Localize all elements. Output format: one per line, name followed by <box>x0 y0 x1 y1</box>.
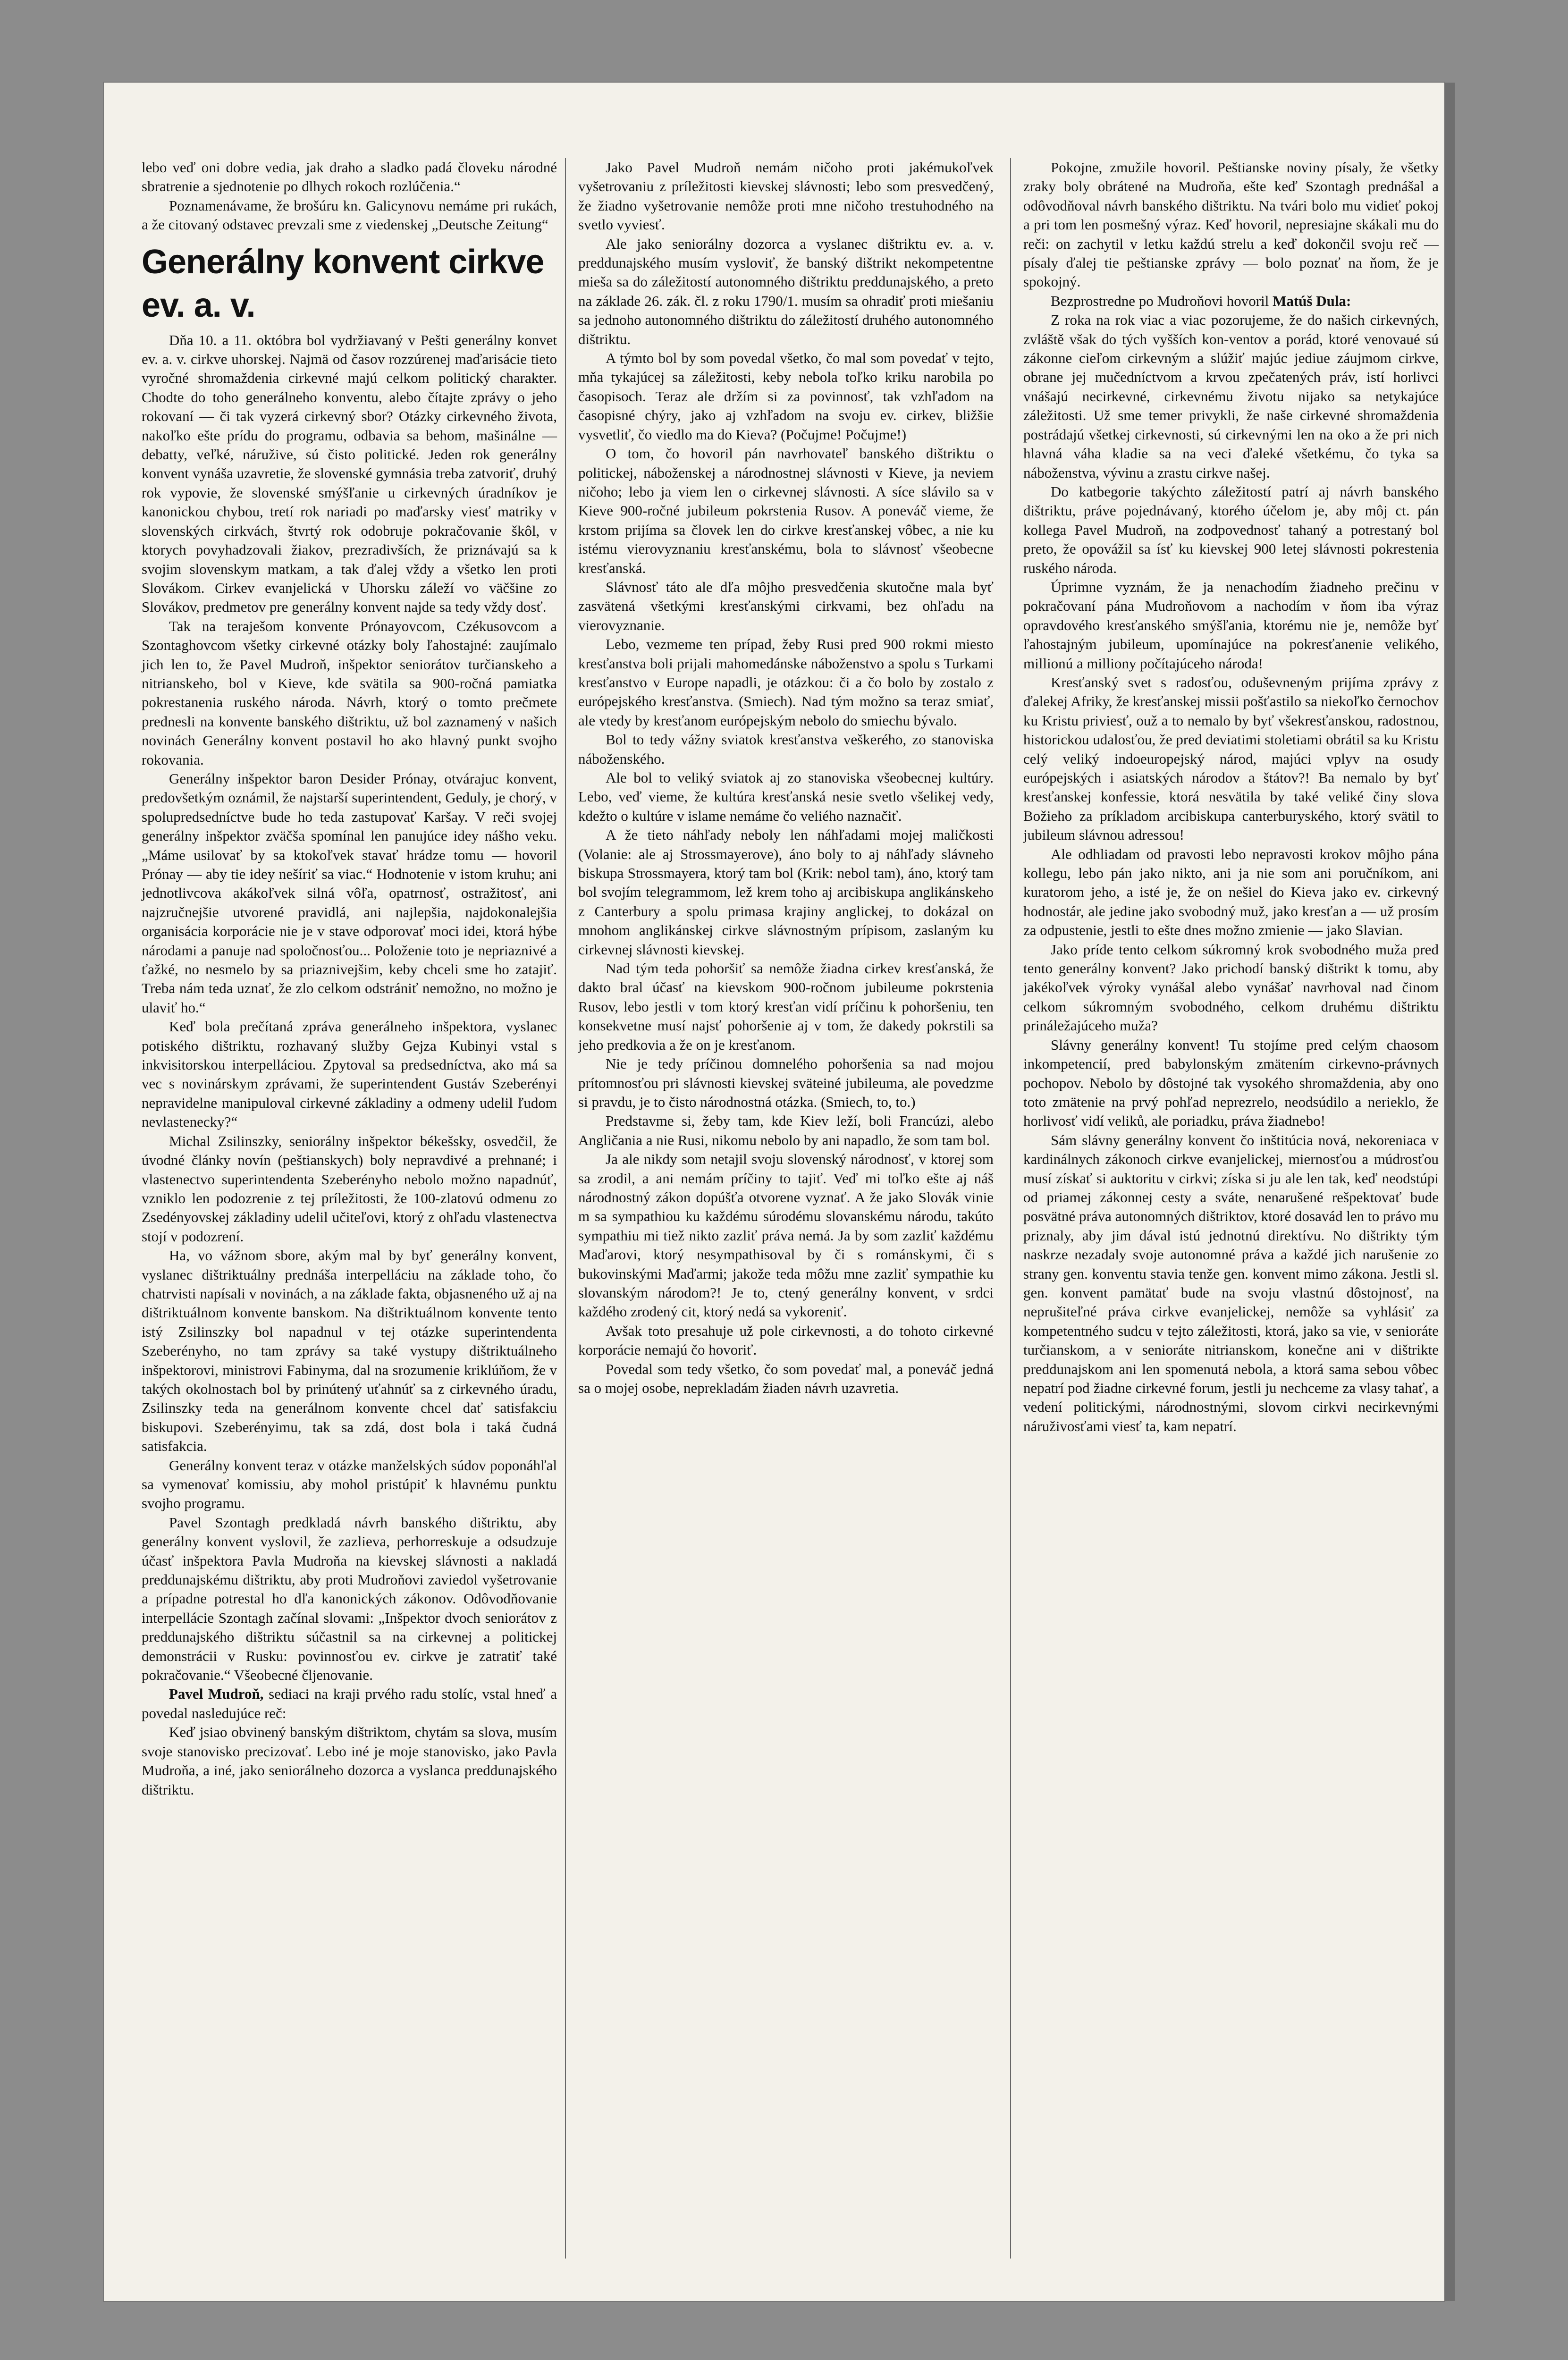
paragraph: A týmto bol by som povedal všetko, čo mal som povedať v tejto, mňa tykajúcej sa záležitosti, keby nebola toľko kriku narobila po časopisoch. Teraz ale držím si za povinnosť, tak vzhľadom na časopisné chýry, jako aj vzhľadom na svoju ev. cirkev, bližšie vysvetliť, čo viedlo ma do Kieva? (Počujme! Počujme!) <box>578 350 994 443</box>
paragraph: Keď bola prečítaná zpráva generálneho inšpektora, vyslanec potiského dištriktu, rozhavaný služby Gejza Kubinyi vstal s inkvisitorskou interpelláciou. Zpytoval sa predsedníctva, ako má sa vec s novinárskym zprávami, že superintendent Gustáv Szeberényi nepravidelne manipuloval cirkevné základiny a odmeny udelil ľudom nevlastenecky?“ <box>142 1018 557 1130</box>
paragraph: Lebo, vezmeme ten prípad, žeby Rusi pred 900 rokmi miesto kresťanstva boli prijali mahomedánske náboženstvo a spolu s Turkami kresťanstvo v Europe napadli, je otázkou: či a čo bolo by zostalo z európejského kresťanstva. (Smiech). Nad tým možno sa teraz smiať, ale vtedy by kresťanom európejským nebolo do smiechu bývalo. <box>578 636 994 729</box>
paragraph: Predstavme si, žeby tam, kde Kiev leží, boli Francúzi, alebo Angličania a nie Rusi, nikomu nebolo by ani napadlo, že som tam bol. <box>578 1113 994 1148</box>
paragraph: Poznamenávame, že brošúru kn. Galicynovu nemáme pri rukách, a že citovaný odstavec prevzali sme z viedenskej „Deutsche Zeitung“ <box>142 197 557 233</box>
paragraph: Pokojne, zmužile hovoril. Peštianske noviny písaly, že všetky zraky boly obrátené na Mudroňa, ešte keď Szontagh prednášal a odôvodňoval návrh banského dištriktu. Na tvári bolo mu vidieť pokoj a pri tom len posmešný výraz. Keď hovoril, nepresiajne skákali mu do reči: on zachytil v letku každú strelu a keď dokončil svoju reč — písaly ďalej tie peštianske zprávy — bolo poznať na ňom, že je spokojný. <box>1023 159 1439 290</box>
paragraph: Ha, vo vážnom sbore, akým mal by byť generálny konvent, vyslanec dištriktuálny prednáša interpelláciu na základe toho, čo chatrvisti napísali v novinách, a na základe fakta, objasneného už aj na dištriktuálnom konvente banskom. Na dištriktuálnom konvente tento istý Zsilinszky bol napadnul v tej otázke superintendenta Szeberényho, no tam zprávy sa také vystupy dištriktuálneho inšpektorovi, ministrovi Fabinyma, dal na srozumenie kriklúňom, že v takých okolnostach bol by prinútený uťahnúť sa z cirkevného úradu, Zsilinszky teda na generálnom konvente chcel dať satisfakciu biskupovi. Szeberényimu, tak sa zdá, dost bola i taká čudná satisfakcia. <box>142 1247 557 1455</box>
paragraph: Sám slávny generálny konvent čo inštitúcia nová, nekoreniaca v kardinálnych zákonoch cirkve evanjelickej, miernosťou a múdrosťou musí získať si auktoritu v cirkvi; získa si ju ale len tak, keď neodstúpi od priamej zákonnej cesty a sváte, nenarušené rešpektovať bude posvätné práva autonomných dištriktov, ktoré dosavád len to právo mu priznaly, aby jim dával istú jednotnú direktívu. No dištrikty tým naskrze nezadaly svoje autonomné práva a každé jich narušenie zo strany gen. konventu stavia tenže gen. konvent mimo zákona. Jestli sl. gen. konvent pamätať bude na svoju vlastnú dôstojnosť, na neprušiteľné práva cirkve evanjelickej, nemôže sa vyhlásiť za kompetentného sudcu v tejto záležitosti, ktorá, jako sa vie, v senioráte turčianskom, a v senioráte nitrianskom, konečne ani v dištrikte preddunajskom ani len spomenutá nebola, a ktorá sama sebou vôbec nepatrí pod žiadne cirkevné forum, jestli ju nechceme za vlasy tahať, a vedení politickými, národnostnými, slovom cirkvi necirkevnými náruživosťami viesť ta, kam nepatrí. <box>1023 1131 1439 1434</box>
column-3 <box>1023 158 1439 1436</box>
speaker-name: Matúš Dula: <box>1273 292 1351 309</box>
paragraph: Kresťanský svet s radosťou, oduševneným prijíma zprávy z ďalekej Afriky, že kresťanskej missii pošťastilo sa niekoľko černochov ku Kristu priviesť, ouž a to nemalo by byť všekresťanskou, radostnou, historickou udalosťou, že pred deviatimi stoletiami obrátil sa ku Kristu celý veliký indoeuropejský národ, majúci vplyv na osudy európejských i asiatských národov a štátov?! Ba nemalo by byť kresťanskej konfessie, ktorá nesvätila by také veliké činy slova Božieho za príkladom arcibiskupa canterburyského, ktorý svätil to jubileum slávnou adressou! <box>1023 674 1439 843</box>
paragraph-text: Bezprostredne po Mudroňovi hovoril <box>1051 292 1269 309</box>
column-rule-2 <box>1010 158 1011 2259</box>
paragraph: Michal Zsilinszky, seniorálny inšpektor békešsky, osvedčil, že úvodné články novín (peštianskych) boly nepravdivé a prehnané; i vlastenectvo superintendenta Szeberényho nebolo možno napadnúť, vzniklo len podozrenie z tej príležitosti, že 100-zlatovú odmenu zo Zsedényovskej základiny udelil učiteľovi, ktorý z ohľadu vlastenectva stojí v podozrení. <box>142 1132 557 1245</box>
paragraph: Bol to tedy vážny sviatok kresťanstva veškerého, zo stanoviska náboženského. <box>578 731 994 767</box>
paragraph: Dňa 10. a 11. októbra bol vydržiavaný v Pešti generálny konvet ev. a. v. cirkve uhorskej. Najmä od časov rozzúrenej maďarisácie tieto vyročné shromaždenia cirkevné majú celkom politický charakter. Chodte do toho generálneho konventu, alebo čítajte zprávy o jeho rokovaní — či tak vyzerá cirkevný sbor? Otázky cirkevného života, nakoľko ešte prídu do programu, odbavia sa behom, mašinálne — debatty, veľké, náružive, sú čisto politické. Jeden rok generálny konvent vynáša uzavretie, že slovenské gymnásia treba zatvoriť, druhý rok vypovie, že slovenské smýšľanie u cirkevných úradníkov je kanonickou chybou, tretí rok nariadi po maďarsky viesť matriky v slovenských cirkvách, štvrtý rok odobruje pokračovanie škôl, v ktorych povyhadzovali žiakov, prezradivších, že priznávajú sa k svojim slovenskym matkam, a tak ďalej vždy a všetko len proti Slovákom. Cirkev evanjelická v Uhorsku záleží vo väčšine zo Slovákov, predmetov pre generálny konvent najde sa tedy vždy dosť. <box>142 331 557 615</box>
paragraph: lebo veď oni dobre vedia, jak draho a sladko padá človeku národné sbratrenie a sjednotenie po dlhych rokoch rozlúčenia.“ <box>142 159 557 195</box>
paragraph: Nie je tedy príčinou domnelého pohoršenia sa nad mojou prítomnosťou pri slávnosti kievskej sväteiné jubileuma, ale povedzme si pravdu, je to čisto národnostná otázka. (Smiech, to, to.) <box>578 1055 994 1110</box>
page-edge-shadow <box>1444 83 1455 2301</box>
paragraph: Ale odhliadam od pravosti lebo nepravosti krokov môjho pána kollegu, lebo pán jako nikto, ani ja nie som ani poručníkom, ani kuratorom jeho, a isté je, že on nešiel do Kieva jako ev. cirkevný hodnostár, ale jedine jako svobodný muž, jako kresťan a — už prosím za odpustenie, jestli to ešte dnes možno zmienie — jako Slavian. <box>1023 845 1439 939</box>
column-1 <box>142 158 557 1799</box>
paragraph: Jako Pavel Mudroň nemám ničoho proti jakémukoľvek vyšetrovaniu z príležitosti kievskej slávnosti; lebo som presvedčený, že žiadno vyšetrovanie nemôže proti mne ničoho trestuhodného na svetlo vyviesť. <box>578 159 994 233</box>
paragraph: Nad tým teda pohoršiť sa nemôže žiadna cirkev kresťanská, že dakto bral účasť na kievskom 900-ročnom jubileume pokrstenia Rusov, lebo jestli v tom ktorý kresťan vidí príčinu k pohoršeniu, ten konsekvetne musí najsť pohoršenie aj v tom, že dakedy pokrstili sa jeho predkovia a že on je kresťanom. <box>578 960 994 1053</box>
paragraph <box>1023 292 1439 311</box>
paragraph <box>142 1685 557 1723</box>
paragraph: Do katbegorie takýchto záležitostí patrí aj návrh banského dištriktu, práve pojednávaný, ktorého účelom je, aby môj ct. pán kollega Pavel Mudroň, na zodpovednosť tahaný a potrestaný bol preto, že opovážil sa ísť ku kievskej 900 letej slávnosti pokrestenia ruského národa. <box>1023 483 1439 576</box>
column-2 <box>578 158 994 1398</box>
newspaper-page <box>104 83 1444 2301</box>
paragraph: Úprimne vyznám, že ja nenachodím žiadneho prečinu v pokračovaní pána Mudroňovom a nachodím v ňom iba výraz opravdového kresťanského smýšľania, ktorému nie je, nemôže byť ľahostajným jubileum, upomínajúce na pokresťanenie velikého, millionú a milliony počítajúceho národa! <box>1023 578 1439 672</box>
speaker-name: Pavel Mudroň, <box>169 1686 264 1703</box>
column-rule-1 <box>565 158 566 2259</box>
article-heading: Generálny konvent cirkve ev. a. v. <box>142 243 544 324</box>
paragraph: A že tieto náhľady neboly len náhľadami mojej maličkosti (Volanie: ale aj Strossmayerove), áno boly to aj náhľady slávneho biskupa Strossmayera, ktorý tam bol (Krik: nebol tam), áno, ktorý tam bol svojím telegrammom, lež krem toho aj arcibiskupa anglikánskeho z Canterbury a spolu primasa krajiny anglickej, to dokázal on mnohom anglikánskej cirkve slávnostným prípisom, zaslaným ku cirkevnej slávnosti kievskej. <box>578 826 994 958</box>
paragraph: Generálny inšpektor baron Desider Prónay, otvárajuc konvent, predovšetkým oznámil, že najstarší superintendent, Geduly, je chorý, v spolupredsedníctve bude ho teda zastupovať Karšay. V reči svojej generálny inšpektor zväčša spomínal len panujúce idey nášho veku. „Máme usilovať by sa ktokoľvek stavať hrádze tomu — hovoril Prónay — aby tie idey nešíriť sa viac.“ Hodnotenie v istom kruhu; ani jednotlivcova akákoľvek silná vôľa, opatrnosť, ostražitosť, ani najzručnejšie utvorené pravidlá, ani najlepšia, najdokonalejšia organisácia korporácie nie je v stave odporovať moci idei, ktorá hýbe národami a panuje nad spoločnosťou... Položenie toto je nepriaznivé a ťažké, no nesmelo by sa priaznivejšim, keby chceli sme ho zatajiť. Treba nám teda uznať, že zlo celkom odstrániť nemožno, no možno je ulaviť ho.“ <box>142 770 557 1016</box>
paragraph: Avšak toto presahuje už pole cirkevnosti, a do tohoto cirkevné korporácie nemajú čo hovoriť. <box>578 1322 994 1358</box>
paragraph: Pavel Szontagh predkladá návrh banského dištriktu, aby generálny konvent vyslovil, že zazlieva, perhorreskuje a odsudzuje účasť inšpektora Pavla Mudroňa na kievskej slávnosti a nakladá preddunajskému dištriktu, aby proti Mudroňovi zaviedol vyšetrovanie a prípadne potrestal ho dľa kanonických zákonov. Odôvodňovanie interpellácie Szontagh začínal slovami: „Inšpektor dvoch seniorátov z preddunajského dištriktu súčastnil sa na cirkevnej a politickej demonstrácii v Rusku: povinnosťou ev. cirkve je zatratiť také pokračovanie.“ Všeobecné čljenovanie. <box>142 1514 557 1684</box>
paragraph: Jako príde tento celkom súkromný krok svobodného muža pred tento generálny konvent? Jako prichodí banský dištrikt k tomu, aby jakékoľvek výroky vynášal alebo vynášať navrhoval nad činom celkom súkromným svobodného, celkom druhému dištriktu prináležajúceho muža? <box>1023 941 1439 1034</box>
paragraph: Keď jsiao obvinený banským dištriktom, chytám sa slova, musím svoje stanovisko precizovať. Lebo iné je moje stanovisko, jako Pavla Mudroňa, a iné, jako seniorálneho dozorca a vyslanca preddunajského dištriktu. <box>142 1724 557 1798</box>
paragraph: Ale jako seniorálny dozorca a vyslanec dištriktu ev. a. v. preddunajského musím vysloviť, že banský dištrikt nekompetentne mieša sa do záležitostí autonomného dištriktu preddunajského, a preto na základe 26. zák. čl. z roku 1790/1. musím sa ohradiť proti miešaniu sa jednoho autonomného dištriktu do záležitostí druhého autonomného dištriktu. <box>578 235 994 347</box>
paragraph: Povedal som tedy všetko, čo som povedať mal, a poneváč jedná sa o mojej osobe, neprekladám žiaden návrh uzavretia. <box>578 1360 994 1396</box>
paragraph-text: sediaci na kraji prvého radu stolíc, vstal hneď a povedal nasledujúce reč: <box>142 1686 557 1721</box>
paragraph: Ja ale nikdy som netajil svoju slovenský národnosť, v ktorej som sa zrodil, a ani nemám príčiny to tajiť. Veď mi toľko ešte aj náš národnostný zákon dopúšťa otvorene vyznať. A že jako Slovák vinie m sa sympathiou ku každému súrodému slovanskému národu, takúto sympathiu mi tiež nikto zazliť práva nemá. Ja by som zazliť každému Maďarovi, ktorý nesympathisoval by či s románskymi, či s bukovinskými Maďarmi; jakože teda môžu mne zazliť sympathie ku slovanským národom?! Je to, ctený generálny konvent, v srdci každého zrodený cit, ktorý nedá sa vykoreniť. <box>578 1151 994 1320</box>
paragraph: Generálny konvent teraz v otázke manželských súdov poponáhľal sa vymenovať komissiu, aby mohol pristúpiť k hlavnému punktu svojho programu. <box>142 1457 557 1512</box>
paragraph: Z roka na rok viac a viac pozorujeme, že do našich cirkevných, zvláště však do tých vyšších kon-ventov a porád, ktoré venovaué sú zákonne cieľom cirkevným a slúžiť majúc jediue záujmom cirkve, obrane jej mučedníctvom a krvou zpečatených práv, istí horlivci vnášajú necirkevné, cirkevnému životu nijako sa netykajúce záležitosti. Už sme temer privykli, že naše cirkevné shromaždenia postrádajú všetkej cirkevnosti, sú cirkevnými len na oko a že pri nich hlavná váha kladie sa na veci ďaleké všetkému, čo tyka sa náboženstva, vývinu a zrastu cirkve našej. <box>1023 312 1439 481</box>
paragraph: Slávny generálny konvent! Tu stojíme pred celým chaosom inkompetencií, pred babylonským zmätením cirkevno-právnych pochopov. Nebolo by dôstojné tak vysokého shromaždenia, aby ono toto zmätenie na prvý pohľad neprezrelo, neodsúdilo a nerieklo, že horlivosť vidí veliků, ale poriadku, práva žiadnebo! <box>1023 1036 1439 1129</box>
paragraph: Ale bol to veliký sviatok aj zo stanoviska všeobecnej kultúry. Lebo, veď vieme, že kultúra kresťanská nesie svetlo všelikej vedy, kdežto o kultúre v islame nemáme čo veliého naznačiť. <box>578 769 994 824</box>
paragraph: Slávnosť táto ale dľa môjho presvedčenia skutočne mala byť zasvätená všetkými kresťanskými cirkvami, bez ohľadu na vierovyznanie. <box>578 578 994 633</box>
paragraph: Tak na teraješom konvente Prónayovcom, Czékusovcom a Szontaghovcom všetky cirkevné otázky boly ľahostajné: zaujímalo jich len to, že Pavel Mudroň, inšpektor seniorátov turčianskeho a nitrianskeho, bol v Kieve, kde svätila sa 900-ročná pamiatka pokrestanenia ruského národa. Návrh, ktorý o tomto prečmete prednesli na konvente banského dištriktu, už bol zaznamený v našich novinách Generálny konvent postavil ho ako hlavný punkt svojho rokovania. <box>142 617 557 768</box>
paragraph: O tom, čo hovoril pán navrhovateľ banského dištriktu o politickej, náboženskej a národnostnej slávnosti v Kieve, ja neviem ničoho; lebo ja viem len o cirkevnej slávnosti. A síce slávilo sa v Kieve 900-ročné jubileum pokrstenia Rusov. A poneváč vieme, že krstom prijíma sa človek len do cirkve kresťanskej vôbec, a nie ku istému vierovyznaniu kresťanskému, bola to slávnosť všeobecne kresťanská. <box>578 445 994 576</box>
